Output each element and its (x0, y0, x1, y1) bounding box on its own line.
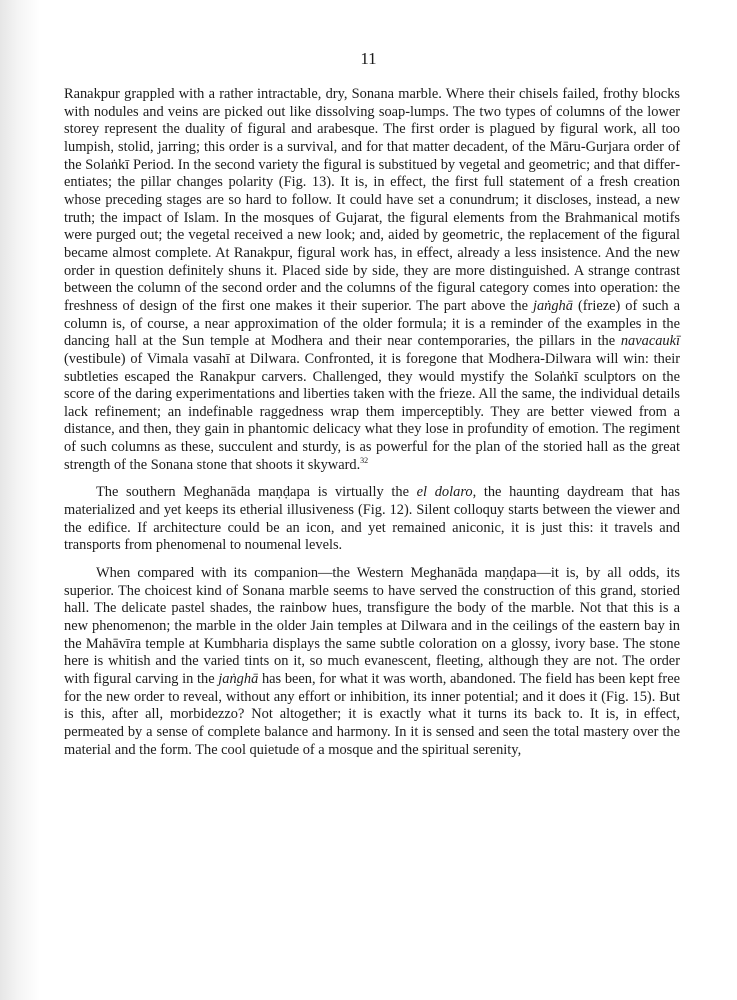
paragraph-1-text-a: Ranakpur grappled with a rather intractable, dry, Sonana marble. Where their chisels failed, frothy blocks with nodules and veins are picked out like dissolving soap-lumps. The two types of columns of the lower storey represent the duality of figural and arabesque. The first order is plagued by figural work, all too lumpish, stolid, jarring; this order is a survival, and for that matter decadent, of the Māru-Gurjara order of the Solaṅkī Period. In the second variety the figural is substitued by vegetal and geometric; and that differentiates; the pillar changes polarity (Fig. 13). It is, in effect, the first full statement of a fresh creation whose preceding stages are so hard to follow. It could have set a conundrum; it discloses, instead, a new truth; the impact of Islam. In the mosques of Gujarat, the figural elements from the Brahmanical motifs were purged out; the vegetal received a new look; and, aided by geometric, the replacement of the figural became almost complete. At Ranakpur, figural work has, in effect, already a less insistence. And the new order in question definitely shuns it. Placed side by side, they are more distinguished. A strange contrast between the column of the second order and the columns of the figural category comes into operation: the freshness of design of the first one makes it their superior. The part above the (64, 86, 680, 314)
term-jangha: jaṅghā (532, 297, 573, 314)
paragraph-3-text-a: When compared with its companion—the Western Meghanāda maṇḍapa—it is, by all odds, its superior. The choicest kind of Sonana marble seems to have served the construction of this grand, storied hall. The delicate pastel shades, the rainbow hues, transfigure the body of the marble. Not that this is a new phenomenon; the marble in the older Jain temples at Dilwara and in the ceilings of the eastern bay in the Mahāvīra temple at Kumbharia displays the same subtle coloration on a glossy, ivory base. The stone here is whitish and the varied tints on it, so much evanescent, fleeting, although they are not. The order with figural carving in the (64, 565, 680, 687)
paragraph-1-text-c: (vestibule) of Vimala vasahī at Dilwara. Confronted, it is foregone that Modhera-Dilwara will win: their subtleties escaped the Ranakpur carvers. Challenged, they would mystify the Solaṅkī sculptors on the score of the daring experimentations and liberties taken with the frieze. All the same, the individual details lack refinement; an indefinable raggedness wrap them imperceptibly. They are better viewed from a distance, and then, they gain in phantomic delicacy what they lose in profundity of emotion. The regiment of such columns as these, succulent and sturdy, is as powerful for the plan of the storied hall as the great strength of the Sonana stone that shoots it skyward. (64, 350, 680, 473)
paragraph-2 (64, 484, 680, 555)
term-el-dolaro: el dolaro (416, 484, 473, 501)
paragraph-3 (64, 565, 680, 759)
body-text (64, 86, 680, 759)
paragraph-1-text-b: (frieze) of such a column is, of course, a near approximation of the older formula; it is a reminder of the examples in the dancing hall at the Sun temple at Modhera and their near contemporaries, the pillars in the (64, 297, 680, 350)
page-number: 11 (360, 49, 377, 68)
paragraph-3-text-b: has been, for what it was worth, abandoned. The field has been kept free for the new order to reveal, without any effort or inhibition, its inner potential; and it does it (Fig. 15). But is this, after all, morbidezzo? Not altogether; it is exactly what it turns its back to. It is, in effect, permeated by a sense of complete balance and harmony. In it is sensed and seen the total mastery over the material and the form. The cool quietude of a mosque and the spiritual serenity, (64, 671, 681, 758)
footnote-reference: 32 (360, 455, 369, 465)
term-jangha-2: jaṅghā (218, 671, 259, 687)
paragraph-1 (64, 86, 680, 474)
paragraph-2-text-a: The southern Meghanāda maṇḍapa is virtually the (96, 484, 417, 501)
paragraph-2-text-b: , the haunting daydream that has materialized and yet keeps its etherial illusiveness (Fig. 12). Silent colloquy starts between the viewer and the edifice. If architecture could be an icon, and yet remained aniconic, it is just this: it travels and transports from phenomenal to noumenal levels. (64, 484, 680, 554)
term-navacauki: navacaukī (620, 333, 680, 350)
